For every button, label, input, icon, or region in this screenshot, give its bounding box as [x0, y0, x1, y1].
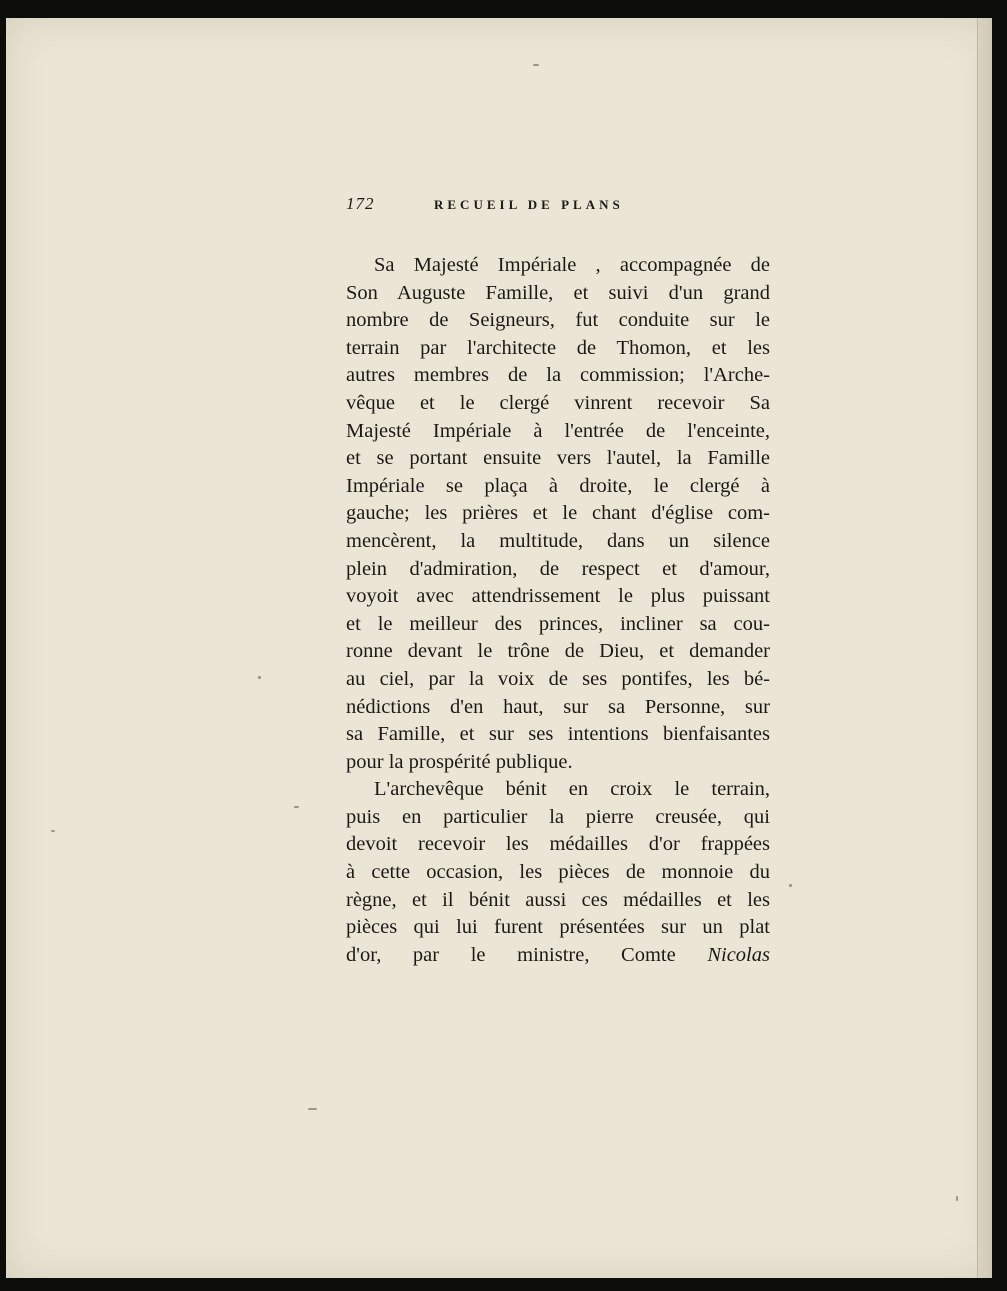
text-line: L'archevêque bénit en croix le terrain,: [374, 778, 770, 801]
text-line: et le meilleur des princes, incliner sa cou-: [346, 612, 770, 635]
text-block: [346, 194, 770, 969]
text-line: mencèrent, la multitude, dans un silence: [346, 529, 770, 552]
text-line: nédictions d'en haut, sur sa Personne, sur: [346, 695, 770, 718]
text-line: gauche; les prières et le chant d'église com-: [346, 502, 770, 525]
page-edge: [977, 18, 992, 1278]
text-line: Impériale se plaça à droite, le clergé à: [346, 474, 770, 497]
text-line: à cette occasion, les pièces de monnoie du: [346, 861, 770, 884]
paper-speck: [294, 806, 299, 808]
text-line: puis en particulier la pierre creusée, qui: [346, 805, 770, 828]
text-line: plein d'admiration, de respect et d'amour,: [346, 557, 770, 580]
text-line: devoit recevoir les médailles d'or frappées: [346, 833, 770, 856]
text-line: ronne devant le trône de Dieu, et demander: [346, 640, 770, 663]
paragraph-2: [346, 776, 770, 969]
text-line: Sa Majesté Impériale , accompagnée de: [374, 254, 770, 276]
text-line: sa Famille, et sur ses intentions bienfaisantes: [346, 723, 770, 746]
book-page: [6, 18, 992, 1278]
text-line: règne, et il bénit aussi ces médailles et les: [346, 888, 770, 911]
paper-speck: [308, 1108, 317, 1110]
running-title: RECUEIL DE PLANS: [434, 197, 624, 212]
paper-speck: [533, 64, 539, 66]
text-line: Majesté Impériale à l'entrée de l'enceinte,: [346, 419, 770, 442]
text-line: Son Auguste Famille, et suivi d'un grand: [346, 281, 770, 304]
paper-speck: [258, 676, 261, 679]
text-line-start: d'or, par le ministre, Comte: [346, 943, 676, 966]
paragraph-1: [346, 252, 770, 776]
paper-speck: [956, 1196, 958, 1201]
text-line: et se portant ensuite vers l'autel, la Famille: [346, 447, 770, 470]
running-head: [346, 194, 770, 222]
text-line-with-italic: [346, 942, 770, 970]
text-line: vêque et le clergé vinrent recevoir Sa: [346, 391, 770, 414]
text-line: au ciel, par la voix de ses pontifes, les bé-: [346, 667, 770, 690]
page-number: 172: [346, 194, 375, 213]
text-line: pièces qui lui furent présentées sur un plat: [346, 916, 770, 939]
text-line: voyoit avec attendrissement le plus puissant: [346, 585, 770, 608]
text-line: nombre de Seigneurs, fut conduite sur le: [346, 309, 770, 332]
paper-speck: [789, 884, 792, 887]
text-line: terrain par l'architecte de Thomon, et les: [346, 336, 770, 359]
paper-speck: [51, 830, 55, 832]
text-line: pour la prospérité publique.: [346, 750, 573, 773]
text-line: autres membres de la commission; l'Arche-: [346, 364, 770, 387]
italic-name: Nicolas: [707, 943, 770, 966]
